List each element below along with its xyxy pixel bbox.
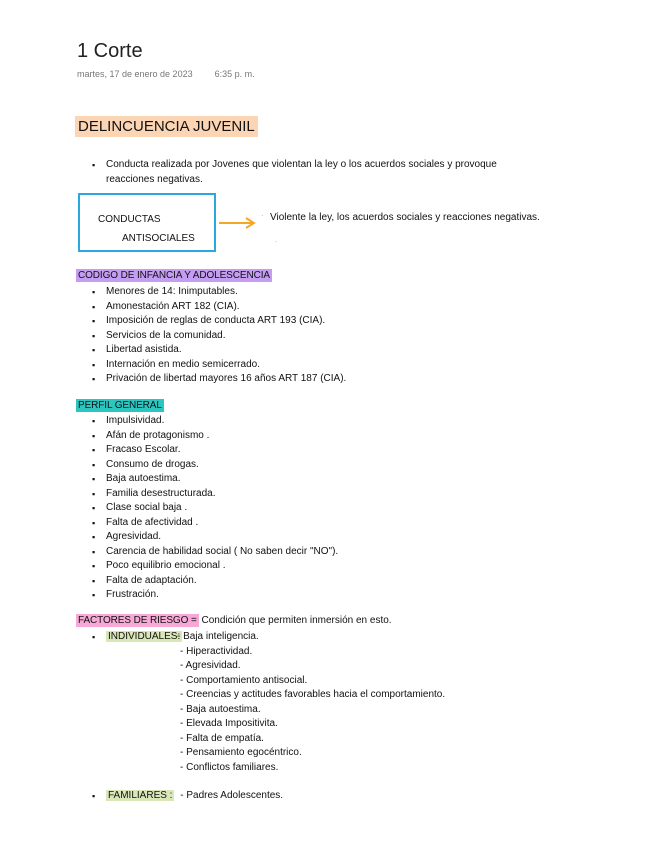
perfil-list [92,414,572,603]
list-item: ▪ Frustración. [92,588,572,603]
individuales-item: - Comportamiento antisocial. [180,674,308,686]
familiares-item: - Padres Adolescentes. [180,790,284,801]
accent-dot-icon: · [261,211,264,220]
individuales-item: - Baja inteligencia. [177,631,259,642]
list-item: ▪ Clase social baja . [92,501,572,516]
factores-description: Condición que permiten inmersión en esto. [201,615,392,626]
heading-codigo-infancia: CODIGO DE INFANCIA Y ADOLESCENCIA [78,270,270,281]
list-item: ▪ Familia desestructurada. [92,487,572,502]
arrow-description: Violente la ley, los acuerdos sociales y reacciones negativas. [270,212,540,223]
page-date: martes, 17 de enero de 2023 [77,69,193,79]
individuales-item: - Conflictos familiares. [180,761,279,773]
definition-list [92,158,552,187]
list-item: ▪ Menores de 14: Inimputables. [92,285,572,300]
list-item: ▪ Fracaso Escolar. [92,443,572,458]
conductas-antisociales-box [78,193,216,252]
individuales-item: - Baja autoestima. [180,703,261,715]
individuales-item: - Creencias y actitudes favorables hacia el comportamiento. [180,689,446,700]
list-item: ▪ Afán de protagonismo . [92,429,572,444]
page-time: 6:35 p. m. [214,69,255,79]
heading-factores-riesgo: FACTORES DE RIESGO = [78,615,197,626]
list-item: ▪ Internación en medio semicerrado. [92,358,572,373]
individuales-item: - Pensamiento egocéntrico. [180,747,302,758]
list-item: ▪ Amonestación ART 182 (CIA). [92,300,572,315]
box-label-line2: ANTISOCIALES [122,233,195,244]
box-label-line1: CONDUCTAS [98,214,161,225]
individuales-item: - Elevada Impositivita. [180,718,278,729]
heading-delincuencia-juvenil: DELINCUENCIA JUVENIL [75,116,258,137]
list-item: ▪ Falta de afectividad . [92,516,572,531]
list-item: ▪ Falta de adaptación. [92,574,572,589]
list-item-familiares [92,789,592,804]
familiares-list [92,789,592,804]
list-item: ▪ Agresividad. [92,530,572,545]
list-item: ▪ Servicios de la comunidad. [92,329,572,344]
page-title: 1 Corte [77,40,143,62]
factores-heading-line [76,615,392,626]
list-item: ▪ Impulsividad. [92,414,572,429]
page-timestamp [77,69,255,79]
list-item: ▪ Privación de libertad mayores 16 años ART 187 (CIA). [92,372,572,387]
list-item: ▪ Conducta realizada por Jovenes que violentan la ley o los acuerdos sociales y provoque reacciones negativas. [92,158,552,187]
list-item: ▪ Consumo de drogas. [92,458,572,473]
list-item: ▪ Poco equilibrio emocional . [92,559,572,574]
arrow-right-icon [218,216,262,230]
list-item: ▪ Carencia de habilidad social ( No saben decir "NO"). [92,545,572,560]
individuales-item: - Agresividad. [180,660,241,671]
label-familiares: FAMILIARES : [108,790,173,801]
label-individuales: INDIVIDUALES: [108,631,181,642]
list-item: ▪ Imposición de reglas de conducta ART 193 (CIA). [92,314,572,329]
individuales-list [177,630,446,775]
list-item: ▪ Libertad asistida. [92,343,572,358]
individuales-item: - Hiperactividad. [180,645,253,657]
individuales-item: - Falta de empatía. [180,732,264,744]
codigo-list [92,285,572,387]
list-item: ▪ Baja autoestima. [92,472,572,487]
heading-perfil-general: PERFIL GENERAL [78,400,162,411]
accent-dot-icon: . [275,235,278,244]
